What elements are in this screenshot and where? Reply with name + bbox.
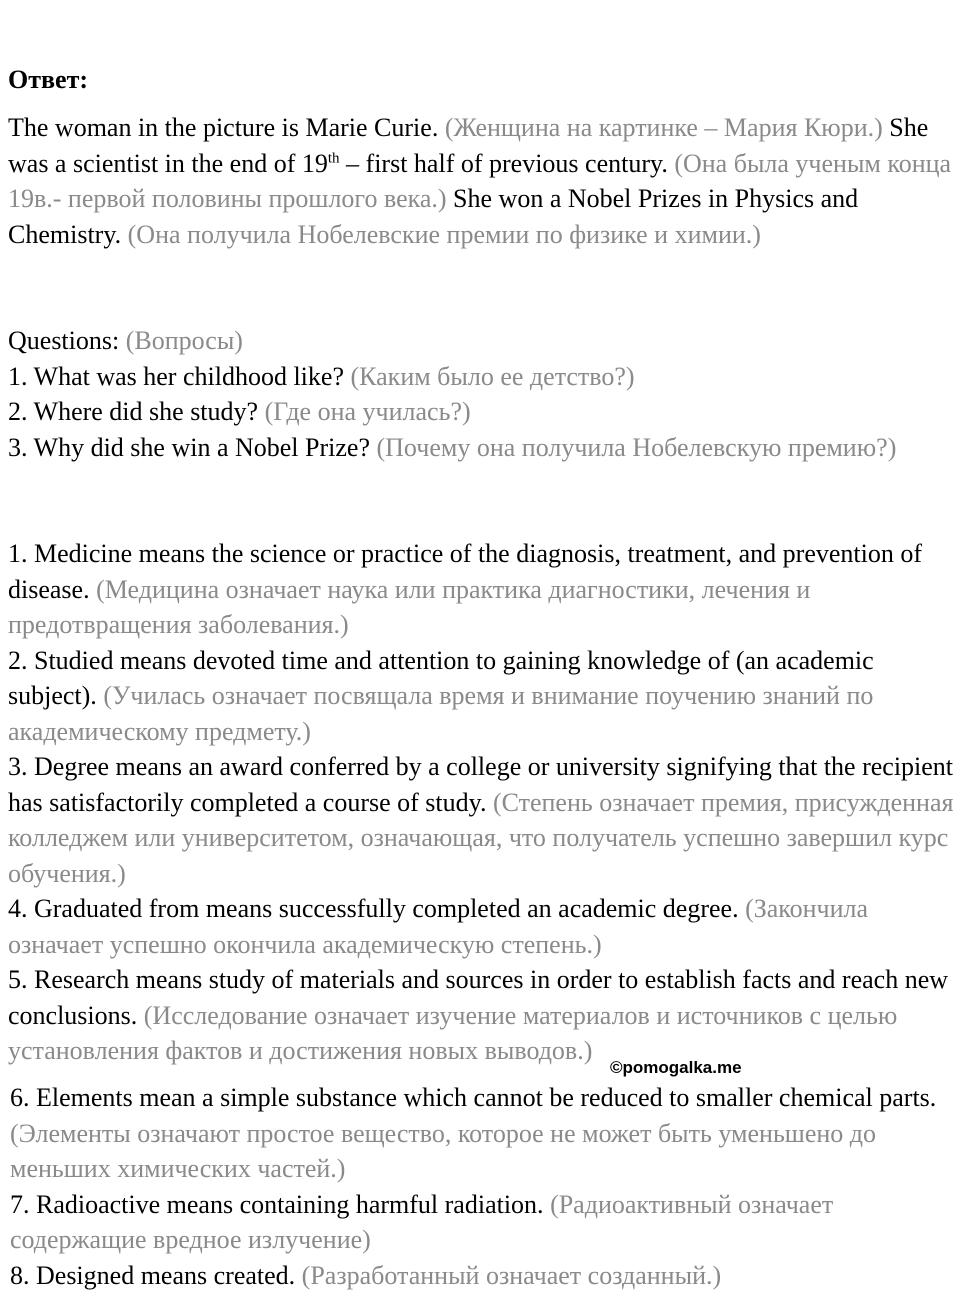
definitions-block-b xyxy=(10,1080,960,1293)
ordinal-suffix: th xyxy=(328,150,340,166)
intro-translation-1: (Женщина на картинке – Мария Кюри.) xyxy=(445,113,883,142)
definition-item: 4. Graduated from means successfully completed an academic degree. (Закончила означает успешно окончила академическую степень.) xyxy=(8,891,960,962)
questions-block xyxy=(8,323,960,465)
intro-translation-3: (Она получила Нобелевские премии по физике и химии.) xyxy=(128,220,761,249)
intro-sentence-2: She was a scientist in the end of 19th – first half of previous century. xyxy=(8,113,928,178)
question-item: 1. What was her childhood like? (Каким было ее детство?) xyxy=(8,359,960,395)
question-item: 3. Why did she win a Nobel Prize? (Почему она получила Нобелевскую премию?) xyxy=(8,430,960,466)
definition-item: 1. Medicine means the science or practice of the diagnosis, treatment, and prevention of disease. (Медицина означает наука или практика диагностики, лечения и предотвращения заболевания.) xyxy=(8,536,960,643)
definition-item: 7. Radioactive means containing harmful radiation. (Радиоактивный означает содержащие вредное излучение) xyxy=(10,1187,960,1258)
definitions-block-a xyxy=(8,536,960,1069)
definition-item: 6. Elements mean a simple substance which cannot be reduced to smaller chemical parts. (Элементы означают простое вещество, которое не может быть уменьшено до меньших химических частей.) xyxy=(10,1080,960,1187)
definition-item: 8. Designed means created. (Разработанный означает созданный.) xyxy=(10,1258,960,1293)
intro-paragraph xyxy=(8,110,960,252)
intro-sentence-3: She won a Nobel Prizes in Physics and Chemistry. xyxy=(8,184,858,249)
questions-label: Questions: (Вопросы) xyxy=(8,323,960,359)
question-item: 2. Where did she study? (Где она училась?) xyxy=(8,394,960,430)
intro-translation-2: (Она была ученым конца 19в.- первой половины прошлого века.) xyxy=(8,149,951,214)
definition-item: 3. Degree means an award conferred by a college or university signifying that the recipient has satisfactorily completed a course of study. (Степень означает премия, присужденная колледжем или университетом, означающая, что получатель успешно завершил курс обучения.) xyxy=(8,749,960,891)
intro-sentence-1: The woman in the picture is Marie Curie. xyxy=(8,113,438,142)
site-watermark: ©pomogalka.me xyxy=(610,1058,742,1078)
definition-item: 5. Research means study of materials and sources in order to establish facts and reach new conclusions. (Исследование означает изучение материалов и источников с целью установления фактов и достижения новых выводов.) xyxy=(8,962,960,1069)
answer-heading: Ответ: xyxy=(8,62,88,98)
definition-item: 2. Studied means devoted time and attention to gaining knowledge of (an academic subject). (Училась означает посвящала время и внимание поучению знаний по академическому предмету.) xyxy=(8,643,960,750)
